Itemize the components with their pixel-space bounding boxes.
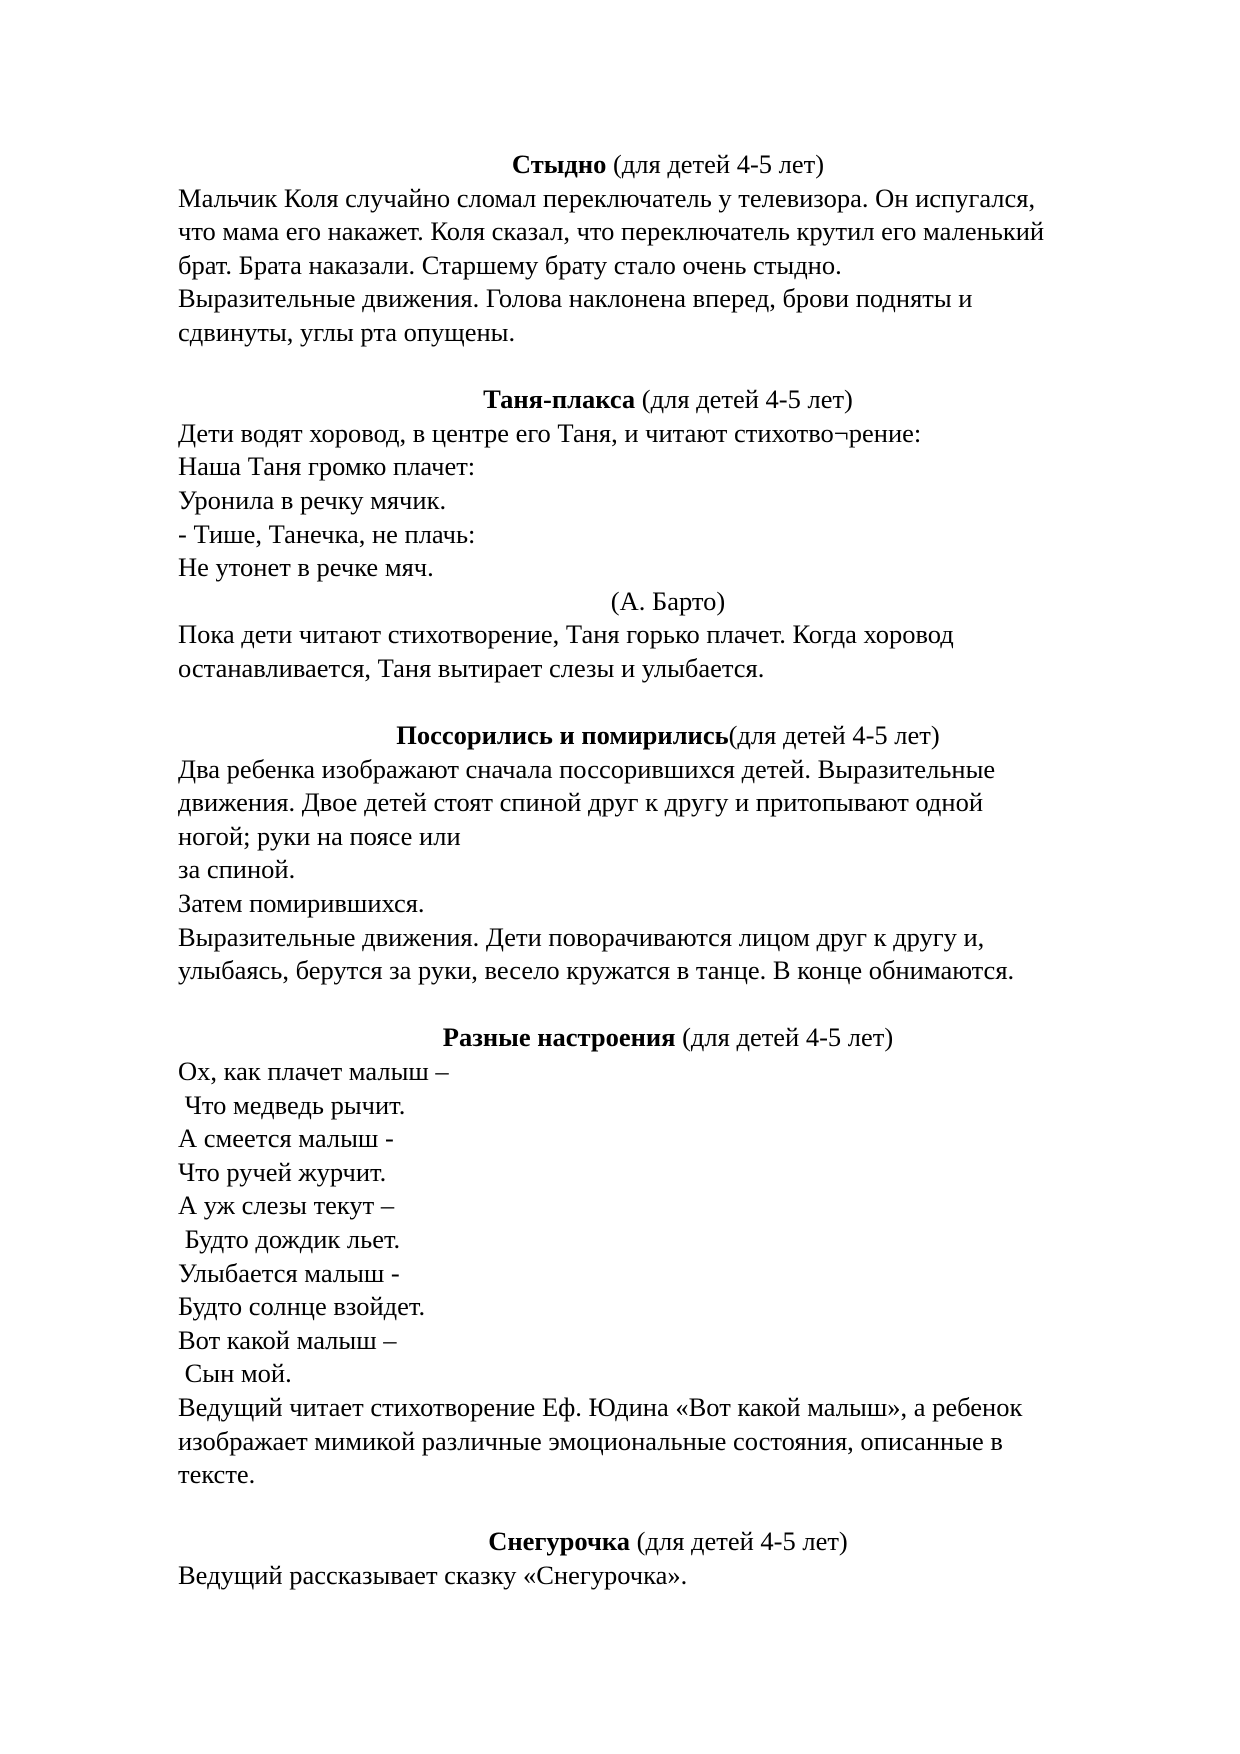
text-line: Выразительные движения. Дети поворачиваются лицом друг к другу и, <box>178 921 985 952</box>
poem-author: (А. Барто) <box>610 585 726 616</box>
text-line: Затем помирившихся. <box>178 888 425 919</box>
poem-line: Улыбается малыш - <box>178 1257 400 1288</box>
section-heading <box>178 148 1158 182</box>
poem-line: Что медведь рычит. <box>178 1089 406 1120</box>
poem-line: Будто дождик льет. <box>178 1224 401 1254</box>
text-line: ногой; руки на поясе или <box>178 820 461 851</box>
document-content <box>178 148 1158 1593</box>
poem-line: - Тише, Танечка, не плачь: <box>178 518 476 549</box>
poem-line: Что ручей журчит. <box>178 1156 387 1187</box>
text-line: Ведущий рассказывает сказку «Снегурочка». <box>178 1559 688 1590</box>
section-age: (для детей 4-5 лет) <box>675 1022 894 1053</box>
text-line: брат. Брата наказали. Старшему брату стало очень стыдно. <box>178 249 842 280</box>
text-line: Пока дети читают стихотворение, Таня горько плачет. Когда хоровод <box>178 619 954 650</box>
section-ashamed <box>178 148 1158 350</box>
text-line: Выразительные движения. Голова наклонена вперед, брови подняты и <box>178 283 973 314</box>
poem-line: Вот какой малыш – <box>178 1324 397 1355</box>
section-snow-maiden <box>178 1525 1158 1592</box>
text-line: Два ребенка изображают сначала поссорившихся детей. Выразительные <box>178 753 996 784</box>
section-quarreled-and-reconciled <box>178 719 1158 988</box>
poem-line: А смеется малыш - <box>178 1123 394 1154</box>
text-line: за спиной. <box>178 854 296 885</box>
section-title: Разные настроения <box>442 1022 676 1053</box>
section-title: Стыдно <box>511 149 607 179</box>
section-heading <box>178 1021 1158 1055</box>
text-line: изображает мимикой различные эмоциональные состояния, описанные в <box>178 1425 1003 1456</box>
section-spacer <box>178 350 1158 384</box>
section-heading <box>178 719 1158 753</box>
section-age: (для детей 4-5 лет) <box>635 384 853 415</box>
section-different-moods <box>178 1021 1158 1491</box>
section-age: (для детей 4-5 лет) <box>606 149 825 179</box>
section-heading <box>178 1525 1158 1559</box>
section-heading <box>178 383 1158 417</box>
poem-line: Не утонет в речке мяч. <box>178 552 434 583</box>
poem-line: Уронила в речку мячик. <box>178 484 447 515</box>
section-title: Таня-плакса <box>483 384 636 415</box>
text-line: Ведущий читает стихотворение Еф. Юдина «Вот какой малыш», а ребенок <box>178 1391 1023 1422</box>
text-line: сдвинуты, углы рта опущены. <box>178 316 516 347</box>
section-spacer <box>178 686 1158 720</box>
section-tanya-crybaby <box>178 383 1158 685</box>
section-age: (для детей 4-5 лет) <box>728 720 940 751</box>
poem-line: Наша Таня громко плачет: <box>178 451 476 482</box>
section-spacer <box>178 988 1158 1022</box>
section-age: (для детей 4-5 лет) <box>630 1526 848 1557</box>
poem-line: Ох, как плачет малыш – <box>178 1056 449 1087</box>
poem-line: Будто солнце взойдет. <box>178 1291 426 1322</box>
section-title: Поссорились и помирились <box>396 720 729 751</box>
section-title: Снегурочка <box>488 1526 631 1557</box>
text-line: что мама его накажет. Коля сказал, что переключатель крутил его маленький <box>178 216 1045 247</box>
poem-line: А уж слезы текут – <box>178 1190 395 1221</box>
text-line: движения. Двое детей стоят спиной друг к другу и притопывают одной <box>178 787 984 818</box>
text-line: улыбаясь, берутся за руки, весело кружатся в танце. В конце обнимаются. <box>178 955 1015 986</box>
poem-line: Сын мой. <box>178 1358 292 1389</box>
section-spacer <box>178 1492 1158 1526</box>
text-line: Дети водят хоровод, в центре его Таня, и читают стихотво¬рение: <box>178 417 922 448</box>
text-line: Мальчик Коля случайно сломал переключатель у телевизора. Он испугался, <box>178 182 1036 213</box>
text-line: останавливается, Таня вытирает слезы и улыбается. <box>178 652 765 683</box>
text-line: тексте. <box>178 1459 256 1490</box>
